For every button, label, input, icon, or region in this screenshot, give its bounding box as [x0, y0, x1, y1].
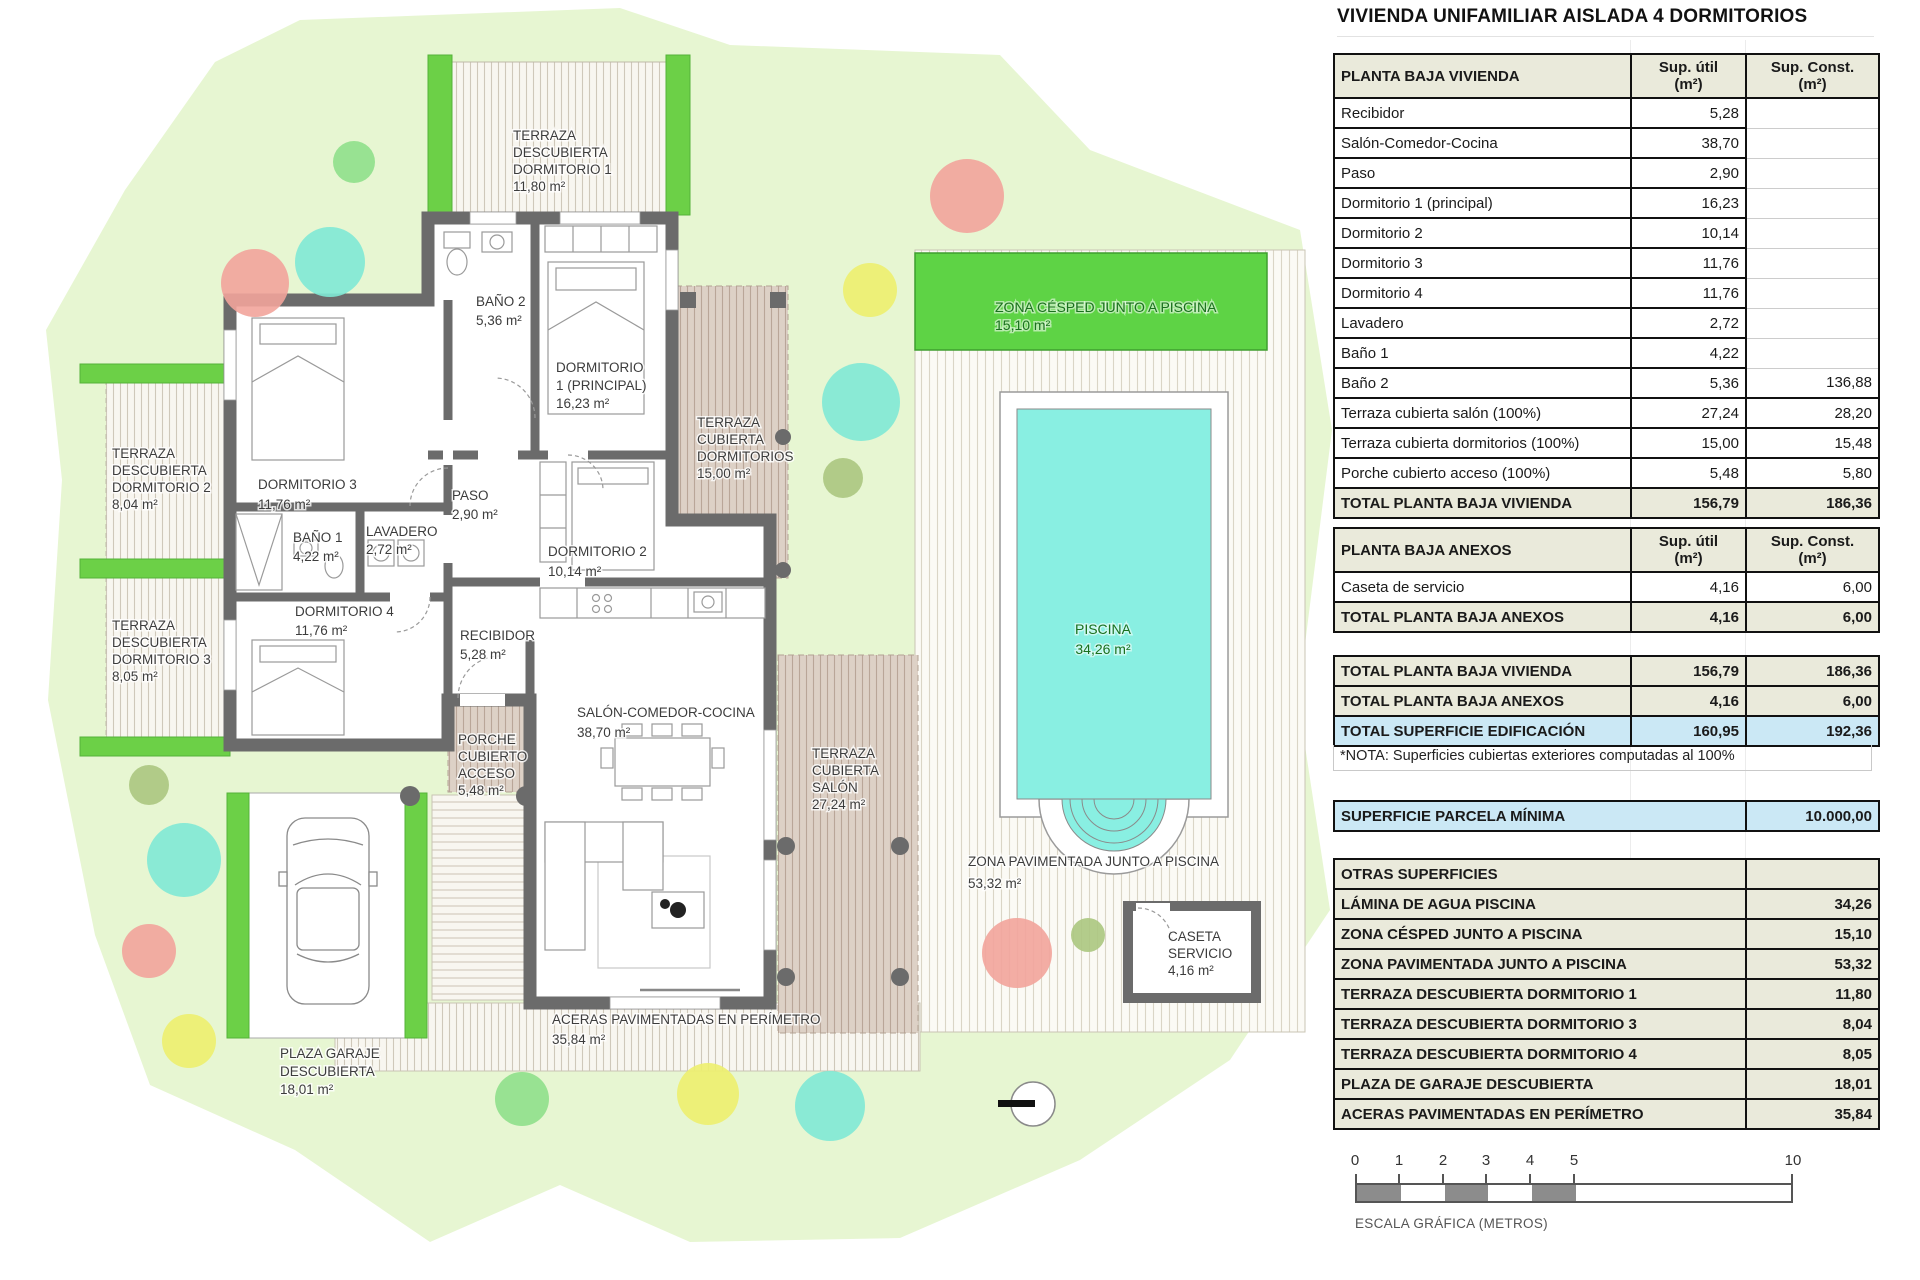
label-living: 38,70 m² — [577, 725, 631, 740]
cell-label: ZONA PAVIMENTADA JUNTO A PISCINA — [1334, 949, 1746, 979]
label-terrace-d2: 8,04 m² — [112, 497, 158, 512]
cell-util: 156,79 — [1631, 488, 1746, 518]
tree — [495, 1072, 549, 1126]
label-laundry: LAVADERO — [366, 524, 438, 539]
cell-label: Salón-Comedor-Cocina — [1334, 128, 1631, 158]
cell-util: 4,16 — [1631, 572, 1746, 602]
scale-tick: 4 — [1525, 1152, 1535, 1169]
label-terrace-d2: DORMITORIO 2 — [112, 480, 211, 495]
tree — [221, 249, 289, 317]
cell-util: 2,72 — [1631, 308, 1746, 338]
cell-const: 186,36 — [1746, 488, 1879, 518]
cell-const: 192,36 — [1746, 716, 1879, 746]
cell-label: TOTAL PLANTA BAJA VIVIENDA — [1334, 656, 1631, 686]
table-row — [1334, 686, 1879, 716]
scale-segment — [1357, 1185, 1401, 1201]
label-terrace-d2: DESCUBIERTA — [112, 463, 207, 478]
label-porch: ACCESO — [458, 766, 516, 781]
table-planta-baja-vivienda — [1333, 53, 1880, 519]
scale-tickmark — [1442, 1174, 1444, 1183]
scale-tickmark — [1529, 1174, 1531, 1183]
scale-label: ESCALA GRÁFICA (METROS) — [1355, 1216, 1548, 1231]
label-cov-terr-living: 27,24 m² — [812, 797, 866, 812]
scale-tick: 2 — [1438, 1152, 1448, 1169]
table-row — [1334, 716, 1879, 746]
label-laundry: 2,72 m² — [366, 542, 412, 557]
cell-util: 5,36 — [1631, 368, 1746, 398]
table-row — [1334, 1069, 1879, 1099]
label-cov-terr-living: CUBIERTA — [812, 763, 880, 778]
hedge-garage-right — [405, 793, 427, 1038]
label-cov-terr-bedrooms: CUBIERTA — [697, 432, 765, 447]
label-bedroom2: 10,14 m² — [548, 564, 602, 579]
cell-util: 4,22 — [1631, 338, 1746, 368]
table-row — [1334, 338, 1879, 368]
tree — [823, 458, 863, 498]
label-pool: 34,26 m² — [1075, 641, 1131, 657]
cell-label: TERRAZA DESCUBIERTA DORMITORIO 4 — [1334, 1039, 1746, 1069]
cell-value: 10.000,00 — [1746, 801, 1879, 831]
cell-label: LÁMINA DE AGUA PISCINA — [1334, 889, 1746, 919]
label-paso: 2,90 m² — [452, 507, 498, 522]
table-row — [1334, 656, 1879, 686]
cell-value: 15,10 — [1746, 919, 1879, 949]
tree — [162, 1014, 216, 1068]
unit-label: Sup. útil — [1658, 532, 1719, 550]
header-cell — [1631, 54, 1746, 98]
table-row — [1334, 1099, 1879, 1129]
table-row — [1334, 368, 1879, 398]
label-grass-zone: ZONA CÉSPED JUNTO A PISCINA — [995, 299, 1217, 315]
label-terrace-d2: TERRAZA — [112, 446, 176, 461]
label-pool: PISCINA — [1074, 621, 1132, 637]
table-row — [1334, 218, 1879, 248]
cell-util: 38,70 — [1631, 128, 1746, 158]
cell-const: 28,20 — [1746, 398, 1879, 428]
label-garage: PLAZA GARAJE — [280, 1046, 380, 1061]
cell-label: SUPERFICIE PARCELA MÍNIMA — [1334, 801, 1746, 831]
table-row — [1334, 158, 1879, 188]
pool-water — [1017, 409, 1211, 799]
table-header-row — [1334, 859, 1879, 889]
cell-util: 2,90 — [1631, 158, 1746, 188]
cell-value: 35,84 — [1746, 1099, 1879, 1129]
cell-const: 6,00 — [1746, 572, 1879, 602]
scale-tickmark — [1791, 1174, 1793, 1183]
table-row — [1334, 98, 1879, 128]
cell-util: 11,76 — [1631, 248, 1746, 278]
cell-util: 5,28 — [1631, 98, 1746, 128]
table-header-row — [1334, 54, 1879, 98]
scale-tick: 5 — [1569, 1152, 1579, 1169]
table-summary-totals — [1333, 655, 1880, 747]
label-terrace-d3: 8,05 m² — [112, 669, 158, 684]
cell-util: 10,14 — [1631, 218, 1746, 248]
table-planta-baja-anexos — [1333, 527, 1880, 633]
cell-const — [1746, 278, 1879, 308]
label-terrace-d3: DORMITORIO 3 — [112, 652, 211, 667]
cell-value: 34,26 — [1746, 889, 1879, 919]
cell-value: 18,01 — [1746, 1069, 1879, 1099]
label-porch: CUBIERTO — [458, 749, 528, 764]
hedge-garage-left — [227, 793, 249, 1038]
tree — [822, 363, 900, 441]
label-bedroom3: DORMITORIO 3 — [258, 477, 357, 492]
label-bedroom2: DORMITORIO 2 — [548, 544, 647, 559]
label-terrace-d1: 11,80 m² — [513, 179, 566, 194]
scale-tick: 3 — [1481, 1152, 1491, 1169]
cell-label: Porche cubierto acceso (100%) — [1334, 458, 1631, 488]
sheet-title: VIVIENDA UNIFAMILIAR AISLADA 4 DORMITORIOS — [1337, 6, 1874, 37]
scale-tickmark — [1355, 1174, 1357, 1183]
label-grass-zone: 15,10 m² — [995, 317, 1051, 333]
tree — [122, 924, 176, 978]
header-cell — [1746, 859, 1879, 889]
table-row — [1334, 278, 1879, 308]
label-hall: 5,28 m² — [460, 647, 506, 662]
tree — [147, 823, 221, 897]
tree — [333, 141, 375, 183]
header-cell — [1746, 528, 1879, 572]
table-row — [1334, 248, 1879, 278]
cell-label: TOTAL PLANTA BAJA ANEXOS — [1334, 686, 1631, 716]
car — [279, 818, 377, 1004]
cell-value: 8,05 — [1746, 1039, 1879, 1069]
unit-label: Sup. Const. — [1770, 532, 1855, 550]
cell-const — [1746, 128, 1879, 158]
cell-const — [1746, 308, 1879, 338]
label-living: SALÓN-COMEDOR-COCINA — [577, 705, 755, 720]
label-garage: DESCUBIERTA — [280, 1064, 375, 1079]
label-service-hut: SERVICIO — [1168, 946, 1233, 961]
scale-tick: 0 — [1350, 1152, 1360, 1169]
label-bedroom1: 16,23 m² — [556, 396, 610, 411]
table-row — [1334, 979, 1879, 1009]
table-row — [1334, 1039, 1879, 1069]
cell-label: TERRAZA DESCUBIERTA DORMITORIO 3 — [1334, 1009, 1746, 1039]
label-terrace-d1: DORMITORIO 1 — [513, 162, 612, 177]
label-porch: 5,48 m² — [458, 783, 504, 798]
table-row — [1334, 801, 1879, 831]
tree — [843, 263, 897, 317]
scale-tickmark — [1485, 1174, 1487, 1183]
cell-const — [1746, 98, 1879, 128]
header-cell — [1631, 528, 1746, 572]
scale-tickmark — [1573, 1174, 1575, 1183]
cell-const: 15,48 — [1746, 428, 1879, 458]
hedge-left-3 — [80, 737, 230, 756]
scale-bar — [1355, 1183, 1793, 1203]
label-bedroom4: DORMITORIO 4 — [295, 604, 394, 619]
cell-util: 4,16 — [1631, 686, 1746, 716]
label-bath2: 5,36 m² — [476, 313, 522, 328]
table-row — [1334, 572, 1879, 602]
label-bedroom3: 11,76 m² — [258, 497, 311, 512]
cell-const: 6,00 — [1746, 686, 1879, 716]
cell-const: 6,00 — [1746, 602, 1879, 632]
cell-util: 156,79 — [1631, 656, 1746, 686]
label-bedroom1: 1 (PRINCIPAL) — [556, 378, 647, 393]
cell-label: Terraza cubierta salón (100%) — [1334, 398, 1631, 428]
unit-label: (m²) — [1798, 76, 1827, 93]
label-hall: RECIBIDOR — [460, 628, 536, 643]
scale-segment — [1532, 1185, 1576, 1201]
label-terrace-d3: DESCUBIERTA — [112, 635, 207, 650]
cell-value: 11,80 — [1746, 979, 1879, 1009]
hedge-left-1 — [80, 364, 230, 383]
table-parcela-minima — [1333, 800, 1880, 832]
label-bath1: 4,22 m² — [293, 549, 339, 564]
cell-label: ACERAS PAVIMENTADAS EN PERÍMETRO — [1334, 1099, 1746, 1129]
table-row — [1334, 428, 1879, 458]
scale-segment — [1445, 1185, 1488, 1201]
cell-label: Lavadero — [1334, 308, 1631, 338]
table-row — [1334, 1009, 1879, 1039]
label-sidewalks: ACERAS PAVIMENTADAS EN PERÍMETRO — [552, 1012, 821, 1027]
cell-label: Dormitorio 3 — [1334, 248, 1631, 278]
cell-util: 16,23 — [1631, 188, 1746, 218]
label-terrace-d3: TERRAZA — [112, 618, 176, 633]
label-terrace-d1: DESCUBIERTA — [513, 145, 608, 160]
cell-value: 53,32 — [1746, 949, 1879, 979]
hedge-top-right — [666, 55, 690, 215]
table-row — [1334, 128, 1879, 158]
cell-label: Paso — [1334, 158, 1631, 188]
tree — [295, 227, 365, 297]
cell-label: ZONA CÉSPED JUNTO A PISCINA — [1334, 919, 1746, 949]
unit-label: (m²) — [1674, 550, 1703, 567]
tree — [795, 1071, 865, 1141]
unit-label: (m²) — [1798, 550, 1827, 567]
cell-label: TOTAL PLANTA BAJA ANEXOS — [1334, 602, 1631, 632]
table-row — [1334, 458, 1879, 488]
surface-table-panel — [1333, 0, 1878, 1280]
label-bedroom4: 11,76 m² — [295, 623, 348, 638]
cell-const: 136,88 — [1746, 368, 1879, 398]
table-row — [1334, 308, 1879, 338]
footnote: *NOTA: Superficies cubiertas exteriores computadas al 100% — [1333, 745, 1872, 771]
cell-const — [1746, 218, 1879, 248]
cell-value: 8,04 — [1746, 1009, 1879, 1039]
label-paved-zone: 53,32 m² — [968, 876, 1022, 891]
label-service-hut: 4,16 m² — [1168, 963, 1214, 978]
table-row — [1334, 919, 1879, 949]
cell-util: 160,95 — [1631, 716, 1746, 746]
cell-util: 4,16 — [1631, 602, 1746, 632]
table-row — [1334, 889, 1879, 919]
cell-const — [1746, 338, 1879, 368]
scale-tick: 10 — [1784, 1152, 1802, 1169]
unit-label: Sup. útil — [1658, 58, 1719, 76]
label-cov-terr-bedrooms: TERRAZA — [697, 415, 761, 430]
cell-label: TERRAZA DESCUBIERTA DORMITORIO 1 — [1334, 979, 1746, 1009]
cell-util: 5,48 — [1631, 458, 1746, 488]
label-paso: PASO — [452, 488, 489, 503]
cell-label: Baño 1 — [1334, 338, 1631, 368]
table-header-row — [1334, 528, 1879, 572]
label-sidewalks: 35,84 m² — [552, 1032, 606, 1047]
table-total-row — [1334, 488, 1879, 518]
cell-util: 15,00 — [1631, 428, 1746, 458]
header-cell: PLANTA BAJA ANEXOS — [1334, 528, 1631, 572]
cell-label: TOTAL SUPERFICIE EDIFICACIÓN — [1334, 716, 1631, 746]
cell-const: 186,36 — [1746, 656, 1879, 686]
tree — [1071, 918, 1105, 952]
graphic-scale — [1350, 1152, 1802, 1242]
cell-label: Dormitorio 1 (principal) — [1334, 188, 1631, 218]
label-cov-terr-bedrooms: 15,00 m² — [697, 466, 751, 481]
header-cell: OTRAS SUPERFICIES — [1334, 859, 1746, 889]
table-total-row — [1334, 602, 1879, 632]
cell-util: 11,76 — [1631, 278, 1746, 308]
cell-util: 27,24 — [1631, 398, 1746, 428]
unit-label: Sup. Const. — [1770, 58, 1855, 76]
scale-tick: 1 — [1394, 1152, 1404, 1169]
label-paved-zone: ZONA PAVIMENTADA JUNTO A PISCINA — [968, 854, 1220, 869]
tree — [129, 765, 169, 805]
cell-const — [1746, 188, 1879, 218]
cell-label: Baño 2 — [1334, 368, 1631, 398]
header-cell — [1746, 54, 1879, 98]
cell-label: Caseta de servicio — [1334, 572, 1631, 602]
label-bath1: BAÑO 1 — [293, 530, 343, 545]
label-cov-terr-living: TERRAZA — [812, 746, 876, 761]
tree — [677, 1063, 739, 1125]
table-row — [1334, 398, 1879, 428]
cell-label: PLAZA DE GARAJE DESCUBIERTA — [1334, 1069, 1746, 1099]
header-cell: PLANTA BAJA VIVIENDA — [1334, 54, 1631, 98]
cell-label: Dormitorio 4 — [1334, 278, 1631, 308]
cell-label: Terraza cubierta dormitorios (100%) — [1334, 428, 1631, 458]
cell-const — [1746, 248, 1879, 278]
table-row — [1334, 188, 1879, 218]
tree — [982, 918, 1052, 988]
label-service-hut: CASETA — [1168, 929, 1222, 944]
table-otras-superficies — [1333, 858, 1880, 1130]
cell-label: TOTAL PLANTA BAJA VIVIENDA — [1334, 488, 1631, 518]
cell-label: Dormitorio 2 — [1334, 218, 1631, 248]
unit-label: (m²) — [1674, 76, 1703, 93]
sidewalk-garage-side — [432, 795, 527, 1000]
cell-const — [1746, 158, 1879, 188]
hedge-top-left — [428, 55, 452, 215]
label-cov-terr-bedrooms: DORMITORIOS — [697, 449, 794, 464]
scale-tickmark — [1398, 1174, 1400, 1183]
label-cov-terr-living: SALÓN — [812, 780, 858, 795]
label-bath2: BAÑO 2 — [476, 294, 526, 309]
label-porch: PORCHE — [458, 732, 516, 747]
label-terrace-d1: TERRAZA — [513, 128, 577, 143]
table-row — [1334, 949, 1879, 979]
cell-label: Recibidor — [1334, 98, 1631, 128]
cell-const: 5,80 — [1746, 458, 1879, 488]
label-garage: 18,01 m² — [280, 1082, 334, 1097]
tree — [930, 159, 1004, 233]
hedge-left-2 — [80, 559, 230, 578]
label-bedroom1: DORMITORIO — [556, 360, 644, 375]
